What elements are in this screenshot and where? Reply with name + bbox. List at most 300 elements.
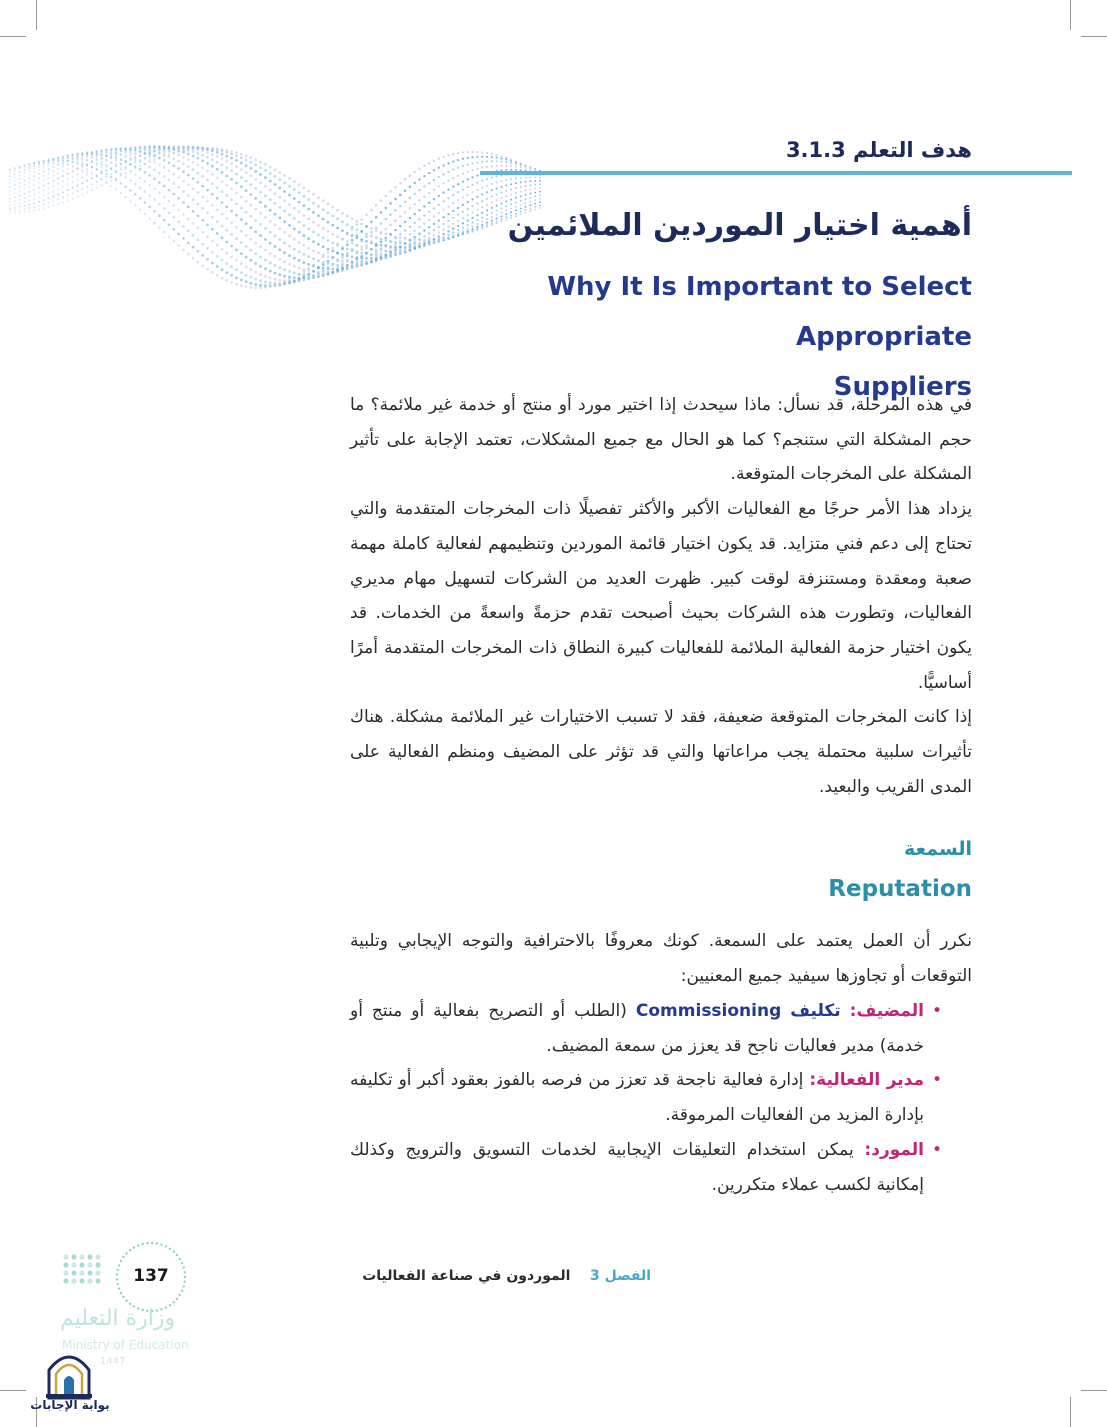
wave-dot: [399, 233, 402, 236]
wave-dot: [298, 183, 301, 186]
wave-dot: [120, 168, 122, 170]
wave-dot: [38, 192, 40, 194]
wave-dot: [235, 203, 238, 206]
wave-dot: [225, 241, 228, 244]
wave-dot: [274, 168, 277, 171]
wave-dot: [298, 273, 301, 276]
wave-dot: [250, 226, 253, 229]
wave-dot: [288, 194, 291, 197]
badge-dot: [63, 1254, 68, 1259]
wave-dot: [327, 239, 330, 242]
badge-dot: [79, 1278, 84, 1283]
badge-dot: [79, 1270, 84, 1275]
wave-dot: [341, 256, 344, 259]
wave-dot: [476, 175, 478, 177]
wave-dot: [471, 169, 473, 171]
learning-objective: هدف التعلم 3.1.3: [785, 138, 972, 162]
wave-dot: [331, 250, 334, 253]
wave-dot: [385, 250, 388, 253]
wave-dot: [129, 179, 131, 181]
wave-dot: [529, 197, 531, 199]
wave-dot: [360, 240, 363, 243]
wave-dot: [235, 182, 238, 185]
wave-dot: [14, 180, 16, 182]
wave-dot: [293, 207, 296, 210]
wave-dot: [235, 277, 238, 280]
wave-dot: [38, 182, 40, 184]
wave-dot: [389, 213, 392, 216]
wave-dot: [57, 183, 59, 185]
wave-dot: [235, 226, 238, 229]
wave-dot: [144, 163, 147, 166]
badge-dot: [87, 1262, 92, 1267]
wave-dot: [115, 160, 117, 162]
intro-body: [350, 388, 972, 804]
wave-dot: [312, 221, 315, 224]
badge-dot: [122, 1256, 124, 1258]
wave-dot: [148, 146, 151, 149]
bullet-label: المضيف:: [849, 1001, 925, 1021]
wave-dot: [413, 236, 415, 238]
wave-dot: [47, 187, 49, 189]
wave-dot: [346, 259, 349, 262]
wave-dot: [486, 152, 488, 154]
wave-dot: [67, 157, 69, 159]
wave-dot: [360, 248, 363, 251]
wave-dot: [110, 161, 112, 163]
wave-dot: [216, 220, 219, 223]
wave-dot: [225, 160, 228, 163]
wave-dot: [235, 192, 238, 195]
wave-dot: [148, 155, 151, 158]
wave-dot: [351, 265, 354, 268]
bullet-text: إدارة فعالية ناجحة قد تعزز من فرصه بالفوز بعقود أكبر أو تكليفه بإدارة المزيد من الفعاليات المرموقة.: [350, 1070, 924, 1126]
wave-dot: [476, 182, 478, 184]
wave-dot: [447, 234, 449, 236]
wave-dot: [81, 161, 83, 163]
wave-dot: [452, 186, 454, 188]
wave-dot: [510, 203, 512, 205]
wave-dot: [307, 276, 310, 279]
wave-dot: [360, 218, 363, 221]
wave-dot: [72, 176, 74, 178]
wave-dot: [283, 275, 286, 278]
wave-dot: [14, 192, 16, 194]
wave-dot: [62, 175, 64, 177]
wave-dot: [259, 212, 262, 215]
wave-dot: [457, 175, 459, 177]
wave-dot: [62, 191, 64, 193]
wave-dot: [283, 210, 286, 213]
wave-dot: [467, 201, 469, 203]
wave-dot: [168, 155, 171, 158]
wave-dot: [341, 259, 344, 262]
wave-dot: [38, 162, 40, 164]
wave-dot: [24, 201, 26, 203]
wave-dot: [230, 233, 233, 236]
wave-dot: [423, 165, 425, 167]
wave-dot: [115, 163, 117, 165]
wave-dot: [341, 266, 344, 269]
wave-dot: [221, 153, 224, 156]
badge-dot: [125, 1252, 127, 1254]
wave-dot: [91, 166, 93, 168]
wave-dot: [534, 203, 536, 205]
wave-dot: [491, 177, 493, 179]
wave-dot: [201, 264, 204, 267]
wave-dot: [57, 168, 59, 170]
wave-dot: [129, 152, 131, 154]
wave-dot: [76, 190, 78, 192]
wave-dot: [274, 202, 277, 205]
wave-dot: [452, 234, 454, 236]
wave-dot: [476, 156, 478, 158]
wave-dot: [211, 262, 214, 265]
wave-dot: [360, 223, 363, 226]
wave-dot: [134, 193, 136, 195]
wave-dot: [211, 216, 214, 219]
wave-dot: [346, 243, 349, 246]
wave-dot: [254, 271, 257, 274]
wave-dot: [225, 252, 228, 255]
wave-dot: [245, 265, 248, 268]
wave-dot: [539, 180, 541, 182]
wave-dot: [216, 161, 219, 164]
wave-dot: [476, 168, 478, 170]
wave-dot: [120, 192, 122, 194]
wave-dot: [206, 148, 209, 151]
wave-dot: [452, 210, 454, 212]
wave-dot: [139, 150, 142, 153]
wave-dot: [471, 151, 473, 153]
badge-dot: [95, 1262, 100, 1267]
wave-dot: [500, 202, 502, 204]
wave-dot: [496, 199, 498, 201]
wave-dot: [447, 197, 449, 199]
wave-dot: [221, 268, 224, 271]
wave-dot: [476, 209, 478, 211]
wave-dot: [288, 213, 291, 216]
wave-dot: [336, 252, 339, 255]
wave-dot: [206, 200, 209, 203]
badge-dot: [151, 1242, 153, 1244]
wave-dot: [500, 212, 502, 214]
wave-dot: [124, 196, 126, 198]
wave-dot: [96, 157, 98, 159]
wave-dot: [418, 209, 420, 211]
wave-dot: [216, 265, 219, 268]
chapter-label: الفصل 3: [589, 1268, 651, 1284]
wave-dot: [409, 217, 412, 220]
wave-dot: [413, 229, 415, 231]
wave-dot: [264, 195, 267, 198]
wave-dot: [47, 206, 49, 208]
wave-dot: [505, 161, 507, 163]
wave-dot: [9, 201, 11, 203]
wave-dot: [221, 236, 224, 239]
wave-dot: [428, 211, 430, 213]
wave-dot: [341, 229, 344, 232]
wave-dot: [476, 151, 478, 153]
wave-dot: [96, 176, 98, 178]
wave-dot: [43, 180, 45, 182]
wave-dot: [269, 262, 272, 265]
wave-dot: [129, 200, 131, 202]
wave-dot: [33, 180, 35, 182]
wave-dot: [462, 180, 464, 182]
wave-dot: [529, 201, 531, 203]
wave-dot: [76, 184, 78, 186]
wave-dot: [336, 218, 339, 221]
wave-dot: [317, 243, 320, 246]
wave-dot: [288, 263, 291, 266]
wave-dot: [346, 240, 349, 243]
badge-dot: [173, 1251, 175, 1253]
wave-dot: [351, 228, 354, 231]
wave-dot: [19, 169, 21, 171]
wave-dot: [62, 163, 64, 165]
wave-dot: [144, 157, 147, 160]
wave-dot: [134, 161, 136, 163]
wave-dot: [442, 173, 444, 175]
badge-dot: [169, 1248, 171, 1250]
crop-mark: [1070, 1397, 1071, 1427]
wave-dot: [264, 176, 267, 179]
wave-dot: [457, 199, 459, 201]
wave-dot: [216, 244, 219, 247]
wave-dot: [505, 184, 507, 186]
wave-dot: [500, 215, 502, 217]
wave-dot: [28, 186, 30, 188]
badge-dot: [137, 1244, 139, 1246]
wave-dot: [250, 238, 253, 241]
wave-dot: [486, 166, 488, 168]
wave-dot: [172, 173, 175, 176]
wave-dot: [385, 244, 388, 247]
wave-dot: [187, 158, 190, 161]
wave-dot: [471, 225, 473, 227]
wave-dot: [471, 217, 473, 219]
wave-dot: [457, 225, 459, 227]
wave-dot: [399, 249, 402, 252]
wave-dot: [216, 232, 219, 235]
wave-dot: [269, 166, 272, 169]
wave-dot: [341, 248, 344, 251]
wave-dot: [230, 188, 233, 191]
wave-dot: [462, 151, 464, 153]
wave-dot: [303, 253, 306, 256]
wave-dot: [433, 234, 435, 236]
wave-dot: [288, 279, 291, 282]
wave-dot: [491, 216, 493, 218]
wave-dot: [360, 260, 363, 263]
wave-dot: [312, 249, 315, 252]
wave-dot: [91, 177, 93, 179]
wave-dot: [129, 157, 131, 159]
badge-dot: [173, 1301, 175, 1303]
wave-dot: [274, 245, 277, 248]
wave-dot: [230, 281, 233, 284]
wave-dot: [303, 195, 306, 198]
wave-dot: [457, 229, 459, 231]
wave-dot: [510, 188, 512, 190]
wave-dot: [462, 158, 464, 160]
crop-mark: [0, 1390, 26, 1391]
wave-dot: [187, 183, 190, 186]
wave-dot: [438, 204, 440, 206]
wave-dot: [423, 222, 425, 224]
wave-dot: [52, 205, 54, 207]
wave-dot: [24, 197, 26, 199]
wave-dot: [24, 180, 26, 182]
wave-dot: [72, 166, 74, 168]
wave-dot: [491, 195, 493, 197]
badge-dot: [146, 1242, 148, 1244]
wave-dot: [278, 171, 281, 174]
wave-dot: [327, 270, 330, 273]
wave-dot: [317, 224, 320, 227]
wave-dot: [467, 224, 469, 226]
wave-dot: [240, 271, 243, 274]
wave-dot: [177, 149, 180, 152]
wave-dot: [264, 185, 267, 188]
wave-dot: [283, 281, 286, 284]
wave-dot: [442, 191, 444, 193]
wave-dot: [385, 228, 388, 231]
badge-dot: [184, 1271, 186, 1273]
wave-dot: [24, 211, 26, 213]
wave-dot: [539, 201, 541, 203]
wave-dot: [182, 201, 185, 204]
wave-dot: [322, 208, 325, 211]
wave-dot: [206, 151, 209, 154]
wave-dot: [187, 194, 190, 197]
wave-dot: [322, 237, 325, 240]
wave-dot: [197, 164, 200, 167]
badge-dot: [183, 1266, 185, 1268]
wave-dot: [259, 223, 262, 226]
wave-dot: [447, 230, 449, 232]
wave-dot: [293, 276, 296, 279]
wave-dot: [182, 190, 185, 193]
wave-dot: [47, 192, 49, 194]
wave-dot: [288, 281, 291, 284]
wave-dot: [105, 176, 107, 178]
wave-dot: [327, 251, 330, 254]
wave-dot: [259, 245, 262, 248]
wave-dot: [496, 222, 498, 224]
wave-dot: [33, 184, 35, 186]
wave-dot: [356, 262, 359, 265]
wave-dot: [245, 256, 248, 259]
wave-dot: [177, 176, 180, 179]
wave-dot: [115, 157, 117, 159]
wave-dot: [327, 260, 330, 263]
wave-dot: [423, 175, 425, 177]
wave-dot: [38, 177, 40, 179]
wave-dot: [86, 155, 88, 157]
wave-dot: [76, 167, 78, 169]
wave-dot: [447, 154, 449, 156]
section-intro: [350, 924, 972, 993]
wave-dot: [158, 157, 161, 160]
page-footer: [362, 1268, 651, 1284]
wave-dot: [423, 243, 425, 245]
wave-dot: [43, 184, 45, 186]
wave-dot: [14, 212, 16, 214]
wave-dot: [177, 221, 180, 224]
wave-dot: [322, 261, 325, 264]
wave-dot: [254, 178, 257, 181]
bullet-label: مدير الفعالية:: [809, 1070, 925, 1091]
wave-dot: [525, 198, 527, 200]
wave-dot: [153, 161, 156, 164]
wave-dot: [225, 262, 228, 265]
wave-dot: [365, 233, 368, 236]
wave-dot: [491, 153, 493, 155]
wave-dot: [360, 230, 363, 233]
wave-dot: [331, 206, 334, 209]
badge-dot: [160, 1244, 162, 1246]
wave-dot: [259, 181, 262, 184]
wave-dot: [389, 202, 392, 205]
wave-dot: [467, 151, 469, 153]
badge-dot: [87, 1278, 92, 1283]
wave-dot: [28, 195, 30, 197]
wave-dot: [211, 182, 214, 185]
wave-dot: [211, 165, 214, 168]
wave-dot: [331, 271, 334, 274]
wave-dot: [24, 165, 26, 167]
badge-dot: [183, 1285, 185, 1287]
wave-dot: [259, 191, 262, 194]
wave-dot: [38, 201, 40, 203]
wave-dot: [433, 160, 435, 162]
wave-dot: [153, 198, 156, 201]
wave-dot: [144, 171, 147, 174]
wave-dot: [327, 248, 330, 251]
wave-dot: [163, 166, 166, 169]
wave-dot: [274, 175, 277, 178]
wave-dot: [418, 245, 420, 247]
wave-dot: [67, 194, 69, 196]
wave-dot: [201, 150, 204, 153]
wave-dot: [317, 205, 320, 208]
wave-dot: [57, 203, 59, 205]
wave-dot: [250, 204, 253, 207]
wave-dot: [158, 181, 161, 184]
wave-dot: [442, 236, 444, 238]
wave-dot: [496, 214, 498, 216]
wave-dot: [457, 214, 459, 216]
badge-dot: [122, 1296, 124, 1298]
wave-dot: [457, 183, 459, 185]
wave-dot: [288, 185, 291, 188]
wave-dot: [24, 188, 26, 190]
wave-dot: [28, 210, 30, 212]
wave-dot: [158, 226, 161, 229]
wave-dot: [505, 205, 507, 207]
wave-dot: [370, 258, 373, 261]
wave-dot: [278, 178, 281, 181]
wave-dot: [529, 180, 531, 182]
wave-dot: [177, 244, 180, 247]
wave-dot: [293, 217, 296, 220]
wave-dot: [172, 148, 175, 151]
wave-dot: [100, 158, 102, 160]
wave-dot: [462, 217, 464, 219]
wave-dot: [481, 167, 483, 169]
